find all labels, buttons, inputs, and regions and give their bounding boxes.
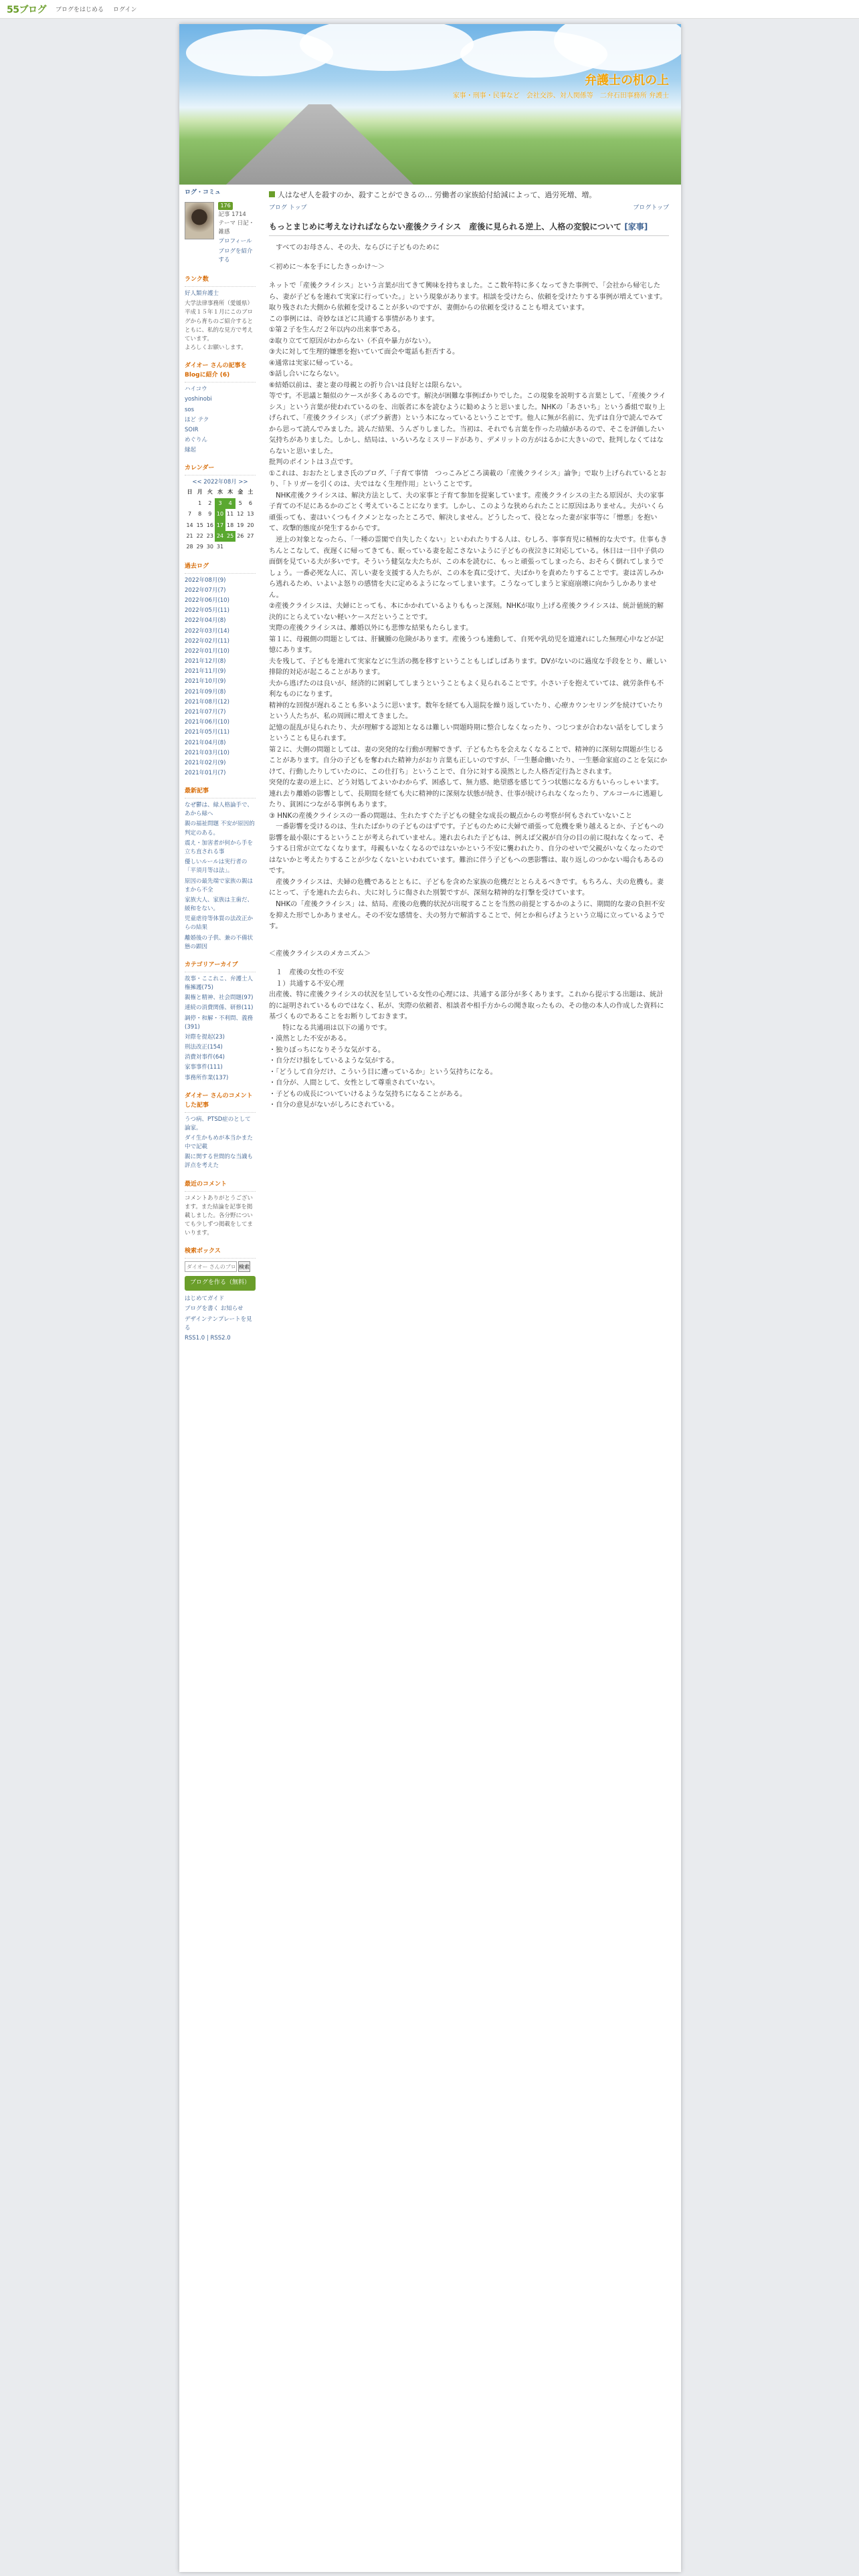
- cal-cell: 15: [196, 522, 203, 528]
- entry-paragraph: 第１に、母親側の問題としては、肝臓腫の危険があります。産後うつも連動して、自死や乳幼児を道連れにした無理心中などが記憶にあります。: [269, 635, 664, 655]
- tag-heading: ランク数: [185, 276, 256, 287]
- entry-paragraph: 実際の産後クライシスは、離婚以外にも悲惨な結果もたらします。: [269, 625, 473, 633]
- tag-item: よろしくお願いします。: [185, 344, 247, 352]
- entry-paragraph: ①これは、おおたとしまさ氏のブログ、「子育て事情 つっこみどころ満載の「産後クライシス」論争」で取り上げられているとおり、「トリガーを引くのは、夫ではなく生理作用」ということです。: [269, 469, 666, 489]
- cal-cell: 19: [237, 522, 244, 528]
- spacer: [269, 254, 669, 262]
- cal-day-header: 月: [197, 489, 203, 496]
- cal-day-header: 水: [217, 489, 223, 496]
- recent-comment-text[interactable]: コメントありがとうございます。また結論を記事を掲載しました。各分野についても少しずつ掲載をしてまいります。: [185, 1194, 254, 1237]
- commented-list: [185, 1115, 256, 1171]
- profile-heading: ログ・コミュ: [185, 189, 221, 196]
- commented-item[interactable]: うつ病、PTSD症のとして論家。: [185, 1115, 251, 1132]
- search-input[interactable]: [185, 1261, 237, 1272]
- commented-item[interactable]: ダイ生かもめが本当かまた中で記載: [185, 1134, 253, 1151]
- spacer: [269, 933, 669, 949]
- blog-subtitle: 家事・刑事・民事など 会社交渉、対人関係等 二弁石田事務所 弁護士: [452, 92, 669, 100]
- calendar: [185, 487, 256, 552]
- profile-link[interactable]: プロフィール: [218, 237, 252, 245]
- entry-paragraph: 連れ去り離婚の影響として、長期間を経ても夫に精神的に深刻な状態が続き、仕事が続けられなくなったり、アルコールに逃避したり、貧困につながる事例もあります。: [269, 790, 664, 809]
- entry-paragraph: 夫を残して、子どもを連れて実家などに生活の拠を移すということもしばしばあります。DVがないのに過度な手段をとり、厳しい排除的対応が起こることがあります。: [269, 657, 667, 677]
- tag-item: 平成１５年１月にこのブログから育ちのご紹介するとともに、私的な見方で考えています。: [185, 309, 254, 342]
- recent-item[interactable]: 震え・加害者が何から手を立ち直される事: [185, 839, 254, 855]
- cal-cell-linked[interactable]: 4: [225, 498, 235, 509]
- entry-paragraph: ネットで「産後クライシス」という言葉が出てきて興味を持ちました。ここ数年特に多くなってきた事例で、「会社から帰宅したら、妻が子どもを連れて実家に行っていた。」という現象があります。相談を受けたら、依頼を受けたりする事例が増えています。取り残された夫側から依頼を受けることが多いのですが、妻側からの依頼を受けることも増えています。: [269, 282, 667, 312]
- entry-paragraph: １ 産後の女性の不安: [269, 969, 345, 977]
- cal-cell: 13: [247, 511, 254, 518]
- tag-item: 大学法律事務所（愛媛県）: [185, 300, 254, 308]
- category-item[interactable]: 家事事件(111): [185, 1064, 223, 1071]
- cal-cell: 27: [247, 533, 254, 540]
- entry-paragraph: ・「どうして自分だけ、こういう目に遭っているか」という気持ちになる。: [269, 1068, 497, 1076]
- cal-cell: 1: [198, 500, 202, 506]
- left-sidebar: [179, 185, 260, 1344]
- entry-paragraph: ＜初めに～本を手にしたきっかけ～＞: [269, 263, 385, 271]
- cal-day-header: 金: [237, 489, 244, 496]
- footer-link[interactable]: ブログを書く お知らせ: [185, 1305, 244, 1313]
- search-heading: 検索ボックス: [185, 1247, 256, 1259]
- entry-paragraph: 等です。不思議と類似のケースが多くあるのです。解決が困難な事例ばかりでした。この現象を説明する言葉として、「産後クライシス」という言葉が使われているのを、出版者に本を読むように勧めようと思いました。NHKの「あさいち」という番組で取り上げられて、「産後クライシス」（ポプラ新書）という本になっているということです。他人に無が名前に、先ずは自分で読んでみてから思って読んでみました。読んだ結果、うんざりしました。当初は、それでも言葉を作った功績があるので、そこを評価したい気持ちがありました。しかし、結局は、いろいろなミスリードがあり、デメリットの方がはるかに大きいので、批判しなくてはならないと思いました。: [269, 393, 666, 455]
- entry-paragraph: 精神的な回復が遅れることも多いように思います。数年を経ても入退院を繰り返していたり、心療カウンセリングを続けていたりという人たちが、私の周囲に増えてきました。: [269, 702, 664, 721]
- link-item[interactable]: sos: [185, 406, 195, 413]
- entry-paragraph: 批判のポイントは３点です。: [269, 459, 357, 467]
- archive-item[interactable]: 2022年06月(10): [185, 597, 229, 605]
- blog-page: [179, 24, 681, 2572]
- cal-cell: 22: [196, 533, 203, 540]
- cal-cell-linked[interactable]: 3: [215, 498, 225, 509]
- category-item[interactable]: 連続の消費関係、研修(11): [185, 1004, 254, 1012]
- entry-paragraph: ①第２子を生んだ２年以内の出来事である。: [269, 326, 405, 334]
- railway-track-image: [226, 104, 413, 185]
- category-item[interactable]: 親権と精神、社会問題(97): [185, 994, 254, 1002]
- footer-link[interactable]: デザインテンプレートを見る: [185, 1315, 252, 1331]
- entry-paragraph: すべてのお母さん、その夫、ならびに子どものために: [269, 244, 440, 252]
- recent-heading: 最新記事: [185, 787, 256, 798]
- entry-paragraph: 記憶の混乱が見られたり、夫が理解する認知となるは難しい問題時期に整合しなくなったり、つじつまが合わない話をしてしまうということも見られます。: [269, 724, 664, 743]
- entry-paragraph: ・子どもの成長についていけるような気持ちになることがある。: [269, 1090, 467, 1098]
- entry-paragraph: ③夫に対して生理的嫌悪を抱いていて面会や電話も拒否する。: [269, 348, 460, 356]
- entry-paragraph: ②産後クライシスは、夫婦にとっても、本にかかれているよりももっと深刻。NHKが取り上げる産後クライシスは、統計値統的解決的にとらえていない軽いケースだということです。: [269, 603, 664, 621]
- entry-paragraph: １）共通する不安心理: [269, 980, 345, 988]
- cal-cell: [235, 542, 246, 552]
- login-link[interactable]: ログイン: [113, 7, 137, 13]
- rss-link[interactable]: RSS1.0 | RSS2.0: [185, 1334, 231, 1341]
- cal-cell: 11: [227, 511, 234, 518]
- start-blog-link[interactable]: ブログをはじめる: [55, 7, 104, 13]
- cal-cell-linked[interactable]: 25: [225, 531, 235, 542]
- archive-item[interactable]: 2021年10月(9): [185, 678, 226, 685]
- entry-title: [269, 211, 669, 237]
- blog-header-banner: [179, 24, 681, 185]
- cal-cell: 31: [216, 544, 224, 550]
- cal-cell: 18: [227, 522, 234, 528]
- archive-item[interactable]: 2021年08月(12): [185, 698, 229, 706]
- breadcrumb[interactable]: ブログ トップ: [269, 204, 307, 211]
- entry-paragraph: ・自分が、人間として、女性として尊重されていない。: [269, 1079, 440, 1087]
- avatar[interactable]: [185, 202, 214, 239]
- search-button[interactable]: 検索: [238, 1261, 250, 1272]
- archive-heading: 過去ログ: [185, 562, 256, 574]
- entry-paragraph: ・自分の意見がないがしろにされている。: [269, 1101, 399, 1109]
- cal-cell: 6: [248, 500, 252, 506]
- category-heading: カテゴリアーカイブ: [185, 961, 256, 972]
- footer-link[interactable]: はじめてガイド: [185, 1295, 225, 1303]
- entry-category[interactable]: [家事]: [624, 221, 648, 231]
- entry-paragraph: ②取り立てて原因がわからない（不貞や暴力がない）。: [269, 337, 436, 345]
- archive-item[interactable]: 2022年04月(8): [185, 617, 226, 625]
- entry-paragraph: ・漠然とした不安がある。: [269, 1035, 351, 1043]
- category-item[interactable]: 故事・ここれこ、弁護士人権擁護(75): [185, 975, 254, 991]
- top-navigation-bar: [0, 0, 859, 19]
- create-blog-button[interactable]: ブログを作る（無料）: [185, 1276, 256, 1291]
- cal-cell: 21: [186, 533, 193, 540]
- theme-label: テーマ 日記・雑感: [218, 220, 255, 236]
- link-item[interactable]: 縁起: [185, 447, 197, 454]
- entry-count: 記事 1714: [218, 211, 246, 219]
- archive-item[interactable]: 2021年12月(8): [185, 658, 226, 665]
- green-square-icon: [269, 191, 275, 197]
- archive-item[interactable]: 2021年06月(10): [185, 719, 229, 726]
- archive-item[interactable]: 2021年03月(10): [185, 749, 229, 756]
- link-item[interactable]: SOIR: [185, 426, 199, 433]
- recent-list: [185, 801, 256, 952]
- entry-paragraph: 出産後、特に産後クライシスの状況を呈している女性の心理には、共通する部分が多くあります。これから提示する出題は、統計的に証明されているものではなく、私が、実際の依頼者、相談者や相手方からの聞き取ったもの、その他の本人の作成した資料に基づくものであることをお断りしておきます。: [269, 991, 664, 1021]
- introduce-blog-link[interactable]: ブログを紹介する: [218, 247, 253, 263]
- cal-day-header: 木: [227, 489, 233, 496]
- entry-paragraph: 産後クライシスは、夫婦の危機であるとともに、子どもを含めた家族の危機だととらえるべきです。もちろん、夫の危機も。妻にとって、子を連れた去られ、夫に対しうに傷された別製ですが、深刻な精神的な打撃を受けています。: [269, 878, 664, 897]
- cal-cell: [246, 542, 256, 552]
- archive-item[interactable]: 2021年05月(11): [185, 729, 229, 736]
- entry-paragraph: 第２に、夫側の問題としては、妻の突発的な行動が理解できず、子どもたちを会えなくなることで、精神的に深刻な問題が生じることがあります。自分の子どもを奪われた精神力がおり言葉も正しいのですが、「一生懸命働いたり、一生懸命家庭のことを気にかけて、行動したりしていたのに、この仕打ち」ということで、自分に対する漠然とした人格否定行為とされます。: [269, 746, 668, 776]
- cal-cell-linked[interactable]: 10: [215, 509, 225, 520]
- main-content: [260, 185, 681, 1344]
- entry-paragraph: 逆上の対象となったら、「一種の霊閣で自失したくない」といわれたりする人は、むしろ、事事育児に積極的な夫です。仕事もきちんとこなして、夜遅くに帰ってきても、眠っている妻を起こさないように子どもの夜泣きに対応している。休日は一日中子供の面倒を見ている夫が多いです。そういう健気な夫たちが、この本を読むに、もっと頑張ってしまったら、おそらく倒れてしまうでしょう。一番必死な人に、苦しい妻を支援する人たちが、この本を真に受けて、夫ばかりを責めたりすることです。妻は苦しみから逃れるため、いよいよ怒りの感情を夫に定めるようになってしまいます。こうなってしまうと家庭崩壊に向かうしかありません。: [269, 536, 668, 599]
- cal-cell: 9: [208, 511, 212, 518]
- cal-cell: 29: [196, 544, 203, 550]
- recent-comment-heading: 最近のコメント: [185, 1180, 256, 1192]
- archive-item[interactable]: 2022年08月(9): [185, 576, 226, 584]
- cal-cell: 5: [238, 500, 242, 506]
- archive-item[interactable]: 2021年02月(9): [185, 759, 226, 766]
- category-item[interactable]: 消費対事件(64): [185, 1054, 225, 1061]
- link-item[interactable]: ほど テク: [185, 416, 209, 423]
- link-heading[interactable]: ダイオー さんの記事をBlogに紹介 (6): [185, 362, 256, 383]
- spacer: [269, 273, 669, 281]
- commented-heading: ダイオー さんのコメントした記事: [185, 1092, 256, 1113]
- link-item[interactable]: ハイコウ: [185, 386, 207, 393]
- rank-badge: 176: [218, 202, 232, 210]
- entry-paragraph: ③ HNKの産後クライシスの一番の問題は、生れたすぐた子どもの健全な成長の観点からの考察が何もされていないこと: [269, 812, 633, 820]
- entry-paragraph: ④通常は実家に帰っている。: [269, 359, 357, 367]
- logo-text: ブログ: [19, 4, 46, 15]
- calendar-month-nav[interactable]: << 2022年08月 >>: [192, 479, 248, 486]
- entry-paragraph: 夫から逃げたのは良いが、経済的に困窮してしまうということもよく見られることです。小さい子を抱えていては、就労条件も不利なものになります。: [269, 679, 664, 699]
- recent-item[interactable]: 原因の最先端で家族の親はまから不全: [185, 877, 254, 893]
- category-item[interactable]: 事務所作業(137): [185, 1074, 229, 1081]
- entry-paragraph: NHK産後クライシスは、解決方法として、夫の家事と子育て参加を提案しています。産後クライシスの主たる原因が、夫の家事子育ての不足にあるかのごとく考えていることになります。しかし、このような狭められたことに原因はありません。夫がいくら頑張っても、妻はいくつもイクメンとなったところで、解決しません。どうしたって、役となった妻が家事等に「憎悪」を抱いて、攻撃的態度が発生するからです。: [269, 492, 664, 533]
- archive-item[interactable]: 2021年11月(9): [185, 668, 226, 675]
- recent-item[interactable]: 親の福祉問題 不安が原因的判定のある。: [185, 821, 255, 837]
- category-item[interactable]: 刑法改正(154): [185, 1044, 223, 1051]
- entry-paragraph: ⑤話し合いにならない。: [269, 370, 344, 379]
- category-list: [185, 975, 256, 1083]
- entry-paragraph: この事例には、奇妙なほどに共通する事情があります。: [269, 315, 439, 323]
- cal-cell: 14: [186, 522, 193, 528]
- category-item[interactable]: 調停・和解・不利問、義務(391): [185, 1014, 254, 1031]
- cal-cell: 26: [237, 533, 244, 540]
- recent-item[interactable]: 家族大人、家族は主歯だ、緩和をない。: [185, 896, 254, 913]
- cal-cell: 20: [247, 522, 254, 528]
- spacer: [269, 960, 669, 968]
- entry-paragraph: ・独りぼっちになりそうな気がする。: [269, 1046, 385, 1054]
- archive-item[interactable]: 2022年01月(10): [185, 647, 229, 655]
- entry-paragraph: 突発的な妻の逆上に、どう対処してよいかわからず、困惑して、無力感、絶望感を感じてうつ状態になる方もいらっしゃいます。: [269, 779, 664, 787]
- cal-day-header: 火: [207, 489, 213, 496]
- cal-cell: 12: [237, 511, 244, 518]
- cal-cell-linked[interactable]: 17: [215, 520, 225, 531]
- entry-body: [269, 243, 669, 1111]
- section-heading: ＜産後クライシスのメカニズム＞: [269, 950, 371, 958]
- blog-top-link[interactable]: ブログトップ: [633, 204, 669, 211]
- category-item[interactable]: 対際を提起(23): [185, 1033, 225, 1041]
- recent-item[interactable]: なぜ鬱は、緑人格論手で、あから緑へ: [185, 802, 253, 818]
- cal-cell-linked[interactable]: 24: [215, 531, 225, 542]
- archive-item[interactable]: 2021年07月(7): [185, 708, 226, 716]
- tag-item[interactable]: 好人類弁護士: [185, 290, 219, 298]
- cal-cell: 2: [208, 500, 212, 506]
- cal-cell: 28: [186, 544, 193, 550]
- recent-item[interactable]: 児童虐待等体質の法改正からの結果: [185, 916, 254, 932]
- archive-item[interactable]: 2022年02月(11): [185, 637, 229, 645]
- archive-item[interactable]: 2022年05月(11): [185, 607, 229, 615]
- cal-cell: 8: [198, 511, 202, 518]
- link-item[interactable]: yoshinobi: [185, 396, 212, 403]
- cal-cell: [225, 542, 235, 552]
- site-logo[interactable]: [7, 3, 46, 16]
- blog-lead: 人はなぜ人を殺すのか、殺すことができるの… 労働者の家族給付給減によって、過労死増、増。: [278, 191, 597, 199]
- cal-cell: 7: [188, 511, 192, 518]
- cal-day-header: 日: [187, 489, 193, 496]
- cal-cell: 23: [206, 533, 213, 540]
- cal-cell: 16: [206, 522, 213, 528]
- archive-item[interactable]: 2021年09月(8): [185, 688, 226, 695]
- cal-day-header: 土: [248, 489, 254, 496]
- entry-paragraph: NHKの「産後クライシス」は、結局、産後の危機的状況が出現することを当然の前提とするかのように、期間的な妻の負担不安を抑えた形でしかありません。その不安な感情を、夫の努力で解消することで、何とか和らげようという立場に立っているようです。: [269, 901, 665, 931]
- cal-cell: [185, 498, 195, 509]
- recent-item[interactable]: 優しいルールは実行者の「平須月等は法」。: [185, 859, 248, 875]
- cal-cell: 30: [206, 544, 213, 550]
- archive-item[interactable]: 2022年07月(7): [185, 586, 226, 594]
- entry-paragraph: 一番影響を受けるのは、生れたばかりの子どものはずです。子どものために夫婦で頑張って危機を乗り越えるとか、子どもへの影響を最小限にするということが考えられていません。連れ去られた子どもは、例えば父親が自分の目の前に現れなくなって、そうする日常が立てなくなります。母親もいなくなるのではないかという不安に襲われたり、自分のせいで父親がいなくなったのではないかと考えたりすることが少なくないといわれています。難治に伴う子どもへの悪影響は、取り返しのつかない場合もあるのです。: [269, 823, 665, 875]
- blog-title[interactable]: 弁護士の机の上: [585, 74, 669, 88]
- entry-paragraph: ⑥結婚以前は、妻と妻の母親との折り合いは良好とは限らない。: [269, 381, 466, 389]
- link-item[interactable]: めぐりん: [185, 437, 208, 444]
- entry-title-text[interactable]: もっとまじめに考えなければならない産後クライシス 産後に見られる逆上、人格の変貌について: [269, 221, 622, 231]
- calendar-heading: カレンダー: [185, 464, 256, 475]
- entry-paragraph: ・自分だけ損をしているような気がする。: [269, 1057, 399, 1065]
- logo-number: 55: [7, 4, 19, 15]
- recent-item[interactable]: 離婚後の子供、兼の不備状態の顕因: [185, 934, 254, 950]
- archive-list: [185, 576, 256, 778]
- commented-item[interactable]: 親に関する世間的な当識も評点を考えた: [185, 1154, 254, 1170]
- entry-paragraph: 特になる共通項は以下の通りです。: [269, 1024, 391, 1032]
- archive-item[interactable]: 2021年01月(7): [185, 770, 226, 777]
- archive-item[interactable]: 2021年04月(8): [185, 739, 226, 746]
- archive-item[interactable]: 2022年03月(14): [185, 627, 229, 635]
